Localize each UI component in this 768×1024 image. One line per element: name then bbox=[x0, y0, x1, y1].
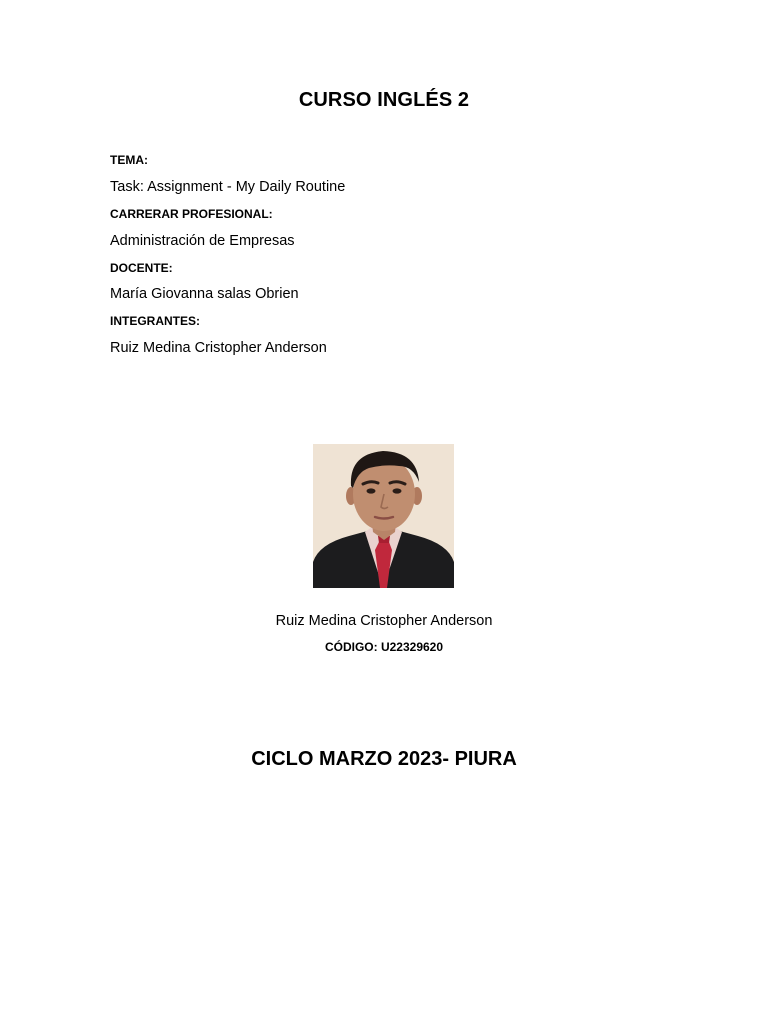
field-value-docente: María Giovanna salas Obrien bbox=[110, 286, 299, 302]
course-title: CURSO INGLÉS 2 bbox=[298, 89, 470, 111]
field-value-integrantes: Ruiz Medina Cristopher Anderson bbox=[110, 340, 327, 356]
field-label-carrera: CARRERAR PROFESIONAL: bbox=[110, 207, 273, 221]
field-label-integrantes: INTEGRANTES: bbox=[110, 314, 200, 328]
field-label-docente: DOCENTE: bbox=[110, 261, 173, 275]
student-code: CÓDIGO: U22329620 bbox=[324, 640, 444, 654]
field-label-tema: TEMA: bbox=[110, 153, 148, 167]
field-value-tema: Task: Assignment - My Daily Routine bbox=[110, 179, 346, 195]
student-photo bbox=[313, 444, 454, 588]
cycle-footer: CICLO MARZO 2023- PIURA bbox=[251, 748, 517, 770]
field-value-carrera: Administración de Empresas bbox=[110, 233, 295, 249]
photo-caption-name: Ruiz Medina Cristopher Anderson bbox=[275, 613, 493, 629]
